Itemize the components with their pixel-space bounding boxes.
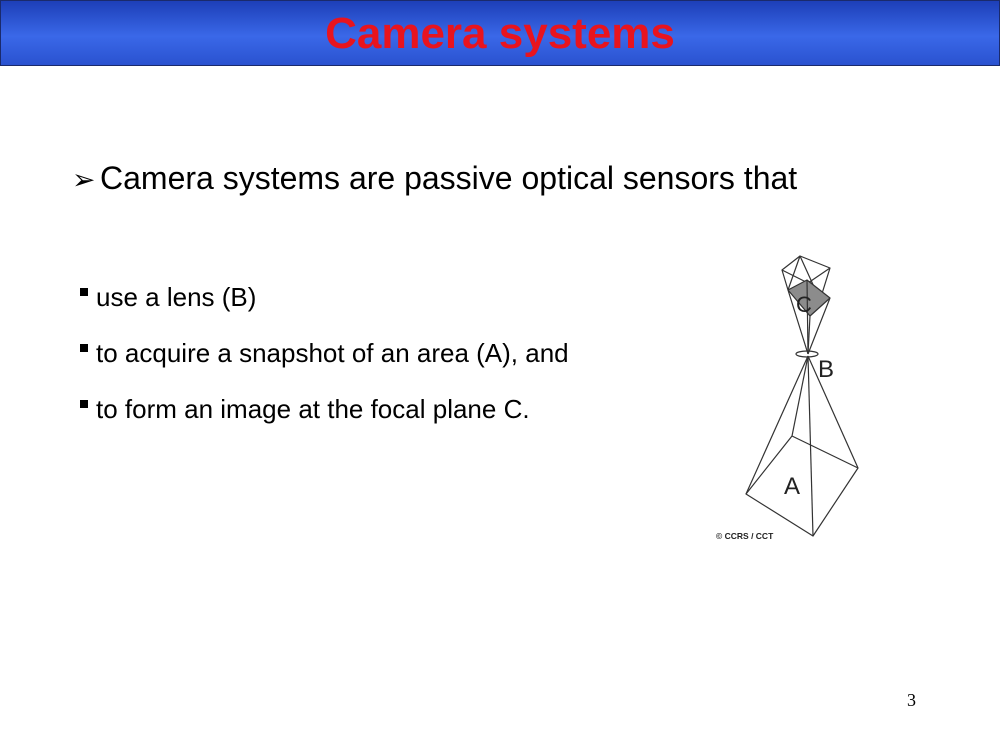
sub-bullet-list xyxy=(80,282,569,450)
list-item xyxy=(80,394,569,450)
list-item-text: to form an image at the focal plane C. xyxy=(96,394,530,424)
square-bullet-icon xyxy=(80,344,88,352)
list-item xyxy=(80,338,569,394)
label-c: C xyxy=(796,292,812,317)
list-item-text: use a lens (B) xyxy=(96,282,257,312)
list-item-text: to acquire a snapshot of an area (A), and xyxy=(96,338,569,368)
lead-bullet-text: Camera systems are passive optical sensors that xyxy=(100,160,798,196)
list-item xyxy=(80,282,569,338)
slide-title: Camera systems xyxy=(325,9,675,58)
view-rays xyxy=(746,356,858,536)
page-number: 3 xyxy=(907,690,916,710)
camera-geometry-diagram xyxy=(708,246,878,546)
copyright-credit: © CCRS / CCT xyxy=(716,531,774,541)
square-bullet-icon xyxy=(80,400,88,408)
ground-area-a xyxy=(746,436,858,536)
label-a: A xyxy=(784,473,801,500)
square-bullet-icon xyxy=(80,288,88,296)
arrow-bullet-icon: ➢ xyxy=(72,163,96,196)
label-b: B xyxy=(818,356,835,383)
lead-bullet xyxy=(72,158,797,200)
